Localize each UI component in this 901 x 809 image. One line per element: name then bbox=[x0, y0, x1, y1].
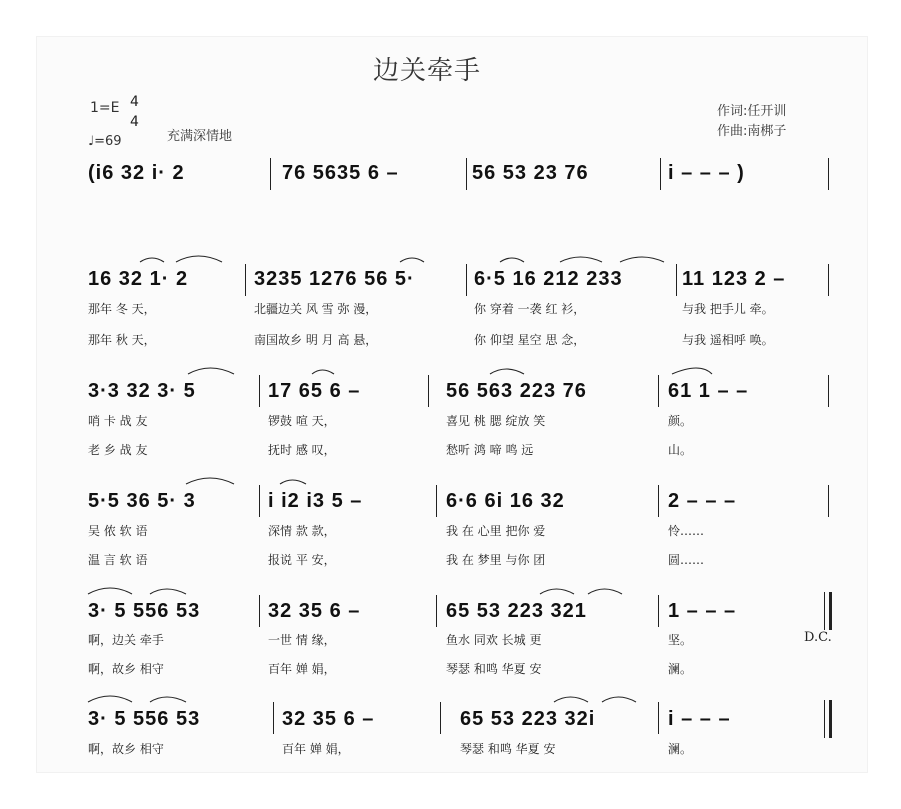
slur bbox=[540, 589, 574, 594]
slur bbox=[140, 258, 164, 262]
row5-verse1-lyric: 啊，故乡 相守 bbox=[88, 742, 164, 756]
row2-verse2-lyric: 老 乡 战 友 bbox=[88, 443, 148, 457]
key-signature: 1=E bbox=[90, 100, 120, 116]
tempo-marking: ♩=69 bbox=[88, 134, 122, 149]
slur bbox=[560, 257, 602, 262]
row1-verse1-lyric: 那年 冬 天， bbox=[88, 302, 156, 316]
row5-measure-1: 3· 5 556 53 bbox=[88, 708, 201, 730]
row1-measure-3: 6·5 16 212 233 bbox=[474, 268, 623, 290]
row5-measure-3: 65 53 223 32i bbox=[460, 708, 596, 730]
slur bbox=[150, 697, 186, 702]
row1-measure-2: 3235 1276 56 5· bbox=[254, 268, 415, 290]
row1-measure-4: 11 123 2 – bbox=[682, 268, 786, 290]
row2-verse1-lyric: 哨 卡 战 友 bbox=[88, 414, 148, 428]
lyricist-credit: 作词:任开训 bbox=[717, 104, 787, 119]
row2-verse2-lyric: 抚时 感 叹， bbox=[268, 443, 336, 457]
row4-verse2-lyric: 澜。 bbox=[668, 662, 693, 676]
slur bbox=[672, 368, 712, 374]
row1-verse2-lyric: 与我 遥相呼 唤。 bbox=[682, 333, 774, 347]
slur bbox=[280, 480, 306, 484]
row4-measure-2: 32 35 6 – bbox=[268, 600, 361, 622]
row3-measure-4: 2 – – – bbox=[668, 490, 737, 512]
slur bbox=[500, 258, 524, 262]
time-signature-top: 4 bbox=[130, 94, 139, 110]
row2-measure-2: 17 65 6 – bbox=[268, 380, 361, 402]
row2-verse1-lyric: 颜。 bbox=[668, 414, 693, 428]
row1-verse1-lyric: 你 穿着 一袭 红 衫， bbox=[474, 302, 586, 316]
row4-verse1-lyric: 鱼水 同欢 长城 更 bbox=[446, 633, 542, 647]
row1-verse1-lyric: 与我 把手儿 牵。 bbox=[682, 302, 774, 316]
row4-verse2-lyric: 琴瑟 和鸣 华夏 安 bbox=[446, 662, 542, 676]
row3-verse1-lyric: 深情 款 款， bbox=[268, 524, 336, 538]
row3-measure-2: i i2 i3 5 – bbox=[268, 490, 363, 512]
row4-measure-4: 1 – – – bbox=[668, 600, 737, 622]
row2-measure-4: 61 1 – – bbox=[668, 380, 749, 402]
row2-measure-3: 56 563 223 76 bbox=[446, 380, 587, 402]
row5-measure-4: i – – – bbox=[668, 708, 731, 730]
row3-verse2-lyric: 圆…… bbox=[668, 553, 705, 567]
time-signature-bottom: 4 bbox=[130, 114, 139, 130]
slur bbox=[176, 256, 222, 262]
slur bbox=[186, 478, 234, 484]
row5-verse1-lyric: 澜。 bbox=[668, 742, 693, 756]
row3-verse1-lyric: 我 在 心里 把你 爱 bbox=[446, 524, 546, 538]
slur bbox=[554, 697, 588, 702]
row4-verse1-lyric: 坚。 bbox=[668, 633, 693, 647]
row2-verse2-lyric: 山。 bbox=[668, 443, 693, 457]
slur bbox=[602, 697, 636, 702]
intro-measure-3: 56 53 23 76 bbox=[472, 162, 589, 184]
row2-verse1-lyric: 喜见 桃 腮 绽放 笑 bbox=[446, 414, 546, 428]
intro-measure-4: i – – – ) bbox=[668, 162, 745, 184]
row2-verse2-lyric: 愁听 鸿 啼 鸣 远 bbox=[446, 443, 534, 457]
row5-measure-2: 32 35 6 – bbox=[282, 708, 375, 730]
row4-verse1-lyric: 啊，边关 牵手 bbox=[88, 633, 164, 647]
row1-measure-1: 16 32 1· 2 bbox=[88, 268, 189, 290]
row1-verse1-lyric: 北疆边关 风 雪 弥 漫， bbox=[254, 302, 378, 316]
row1-verse2-lyric: 你 仰望 星空 思 念， bbox=[474, 333, 586, 347]
expression-marking: 充满深情地 bbox=[167, 129, 233, 144]
slur bbox=[620, 257, 664, 262]
slur bbox=[88, 696, 132, 702]
row5-verse1-lyric: 琴瑟 和鸣 华夏 安 bbox=[460, 742, 556, 756]
row4-measure-1: 3· 5 556 53 bbox=[88, 600, 201, 622]
row3-verse2-lyric: 报说 平 安， bbox=[268, 553, 336, 567]
slur bbox=[312, 370, 334, 374]
song-title: 边关牵手 bbox=[373, 56, 482, 86]
row5-verse1-lyric: 百年 婵 娟， bbox=[282, 742, 350, 756]
row1-verse2-lyric: 南国故乡 明 月 高 悬， bbox=[254, 333, 378, 347]
slur bbox=[400, 258, 424, 262]
composer-credit: 作曲:南梆子 bbox=[717, 124, 787, 139]
slur bbox=[188, 368, 234, 374]
slur bbox=[588, 589, 622, 594]
intro-measure-2: 76 5635 6 – bbox=[282, 162, 399, 184]
row3-measure-3: 6·6 6i 16 32 bbox=[446, 490, 565, 512]
intro-measure-1: (i6 32 i· 2 bbox=[88, 162, 185, 184]
row4-verse2-lyric: 百年 婵 娟， bbox=[268, 662, 336, 676]
row3-measure-1: 5·5 36 5· 3 bbox=[88, 490, 196, 512]
row2-measure-1: 3·3 32 3· 5 bbox=[88, 380, 196, 402]
row3-verse2-lyric: 温 言 软 语 bbox=[88, 553, 148, 567]
slur bbox=[150, 589, 186, 594]
da-capo-marking: D.C. bbox=[804, 630, 832, 645]
row4-measure-3: 65 53 223 321 bbox=[446, 600, 587, 622]
row4-verse2-lyric: 啊，故乡 相守 bbox=[88, 662, 164, 676]
slur bbox=[88, 588, 132, 594]
row1-verse2-lyric: 那年 秋 天， bbox=[88, 333, 156, 347]
row3-verse2-lyric: 我 在 梦里 与你 团 bbox=[446, 553, 546, 567]
row2-verse1-lyric: 锣鼓 喧 天， bbox=[268, 414, 336, 428]
row3-verse1-lyric: 吴 侬 软 语 bbox=[88, 524, 148, 538]
row3-verse1-lyric: 怜…… bbox=[668, 524, 705, 538]
row4-verse1-lyric: 一世 情 缘， bbox=[268, 633, 336, 647]
slur bbox=[490, 369, 524, 374]
